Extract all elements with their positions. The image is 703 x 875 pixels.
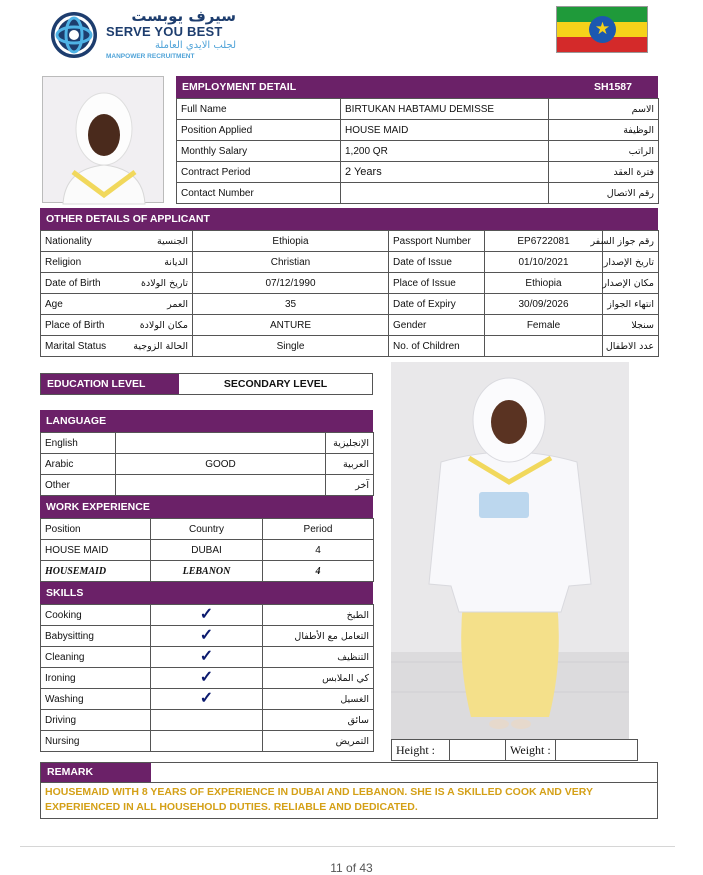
other-field-arabic-label-2: انتهاء الجواز [603,294,659,315]
skill-arabic-name: التنظيف [263,647,374,668]
remark-title: REMARK [41,763,151,782]
employment-field-value: HOUSE MAID [341,120,549,141]
other-details-row [41,315,659,336]
other-details-title: OTHER DETAILS OF APPLICANT [46,213,210,225]
brand-name: SERVE YOU BEST [106,24,223,39]
other-field-value: Christian [193,252,389,273]
other-details-row [41,273,659,294]
other-field-arabic-label-2: رقم جواز السفر [603,231,659,252]
work-experience-table [40,518,374,582]
employment-field-arabic-label: الاسم [549,99,659,120]
employment-row [177,141,659,162]
education-level-row [40,373,373,395]
work-col-country: Country [151,519,263,540]
other-field-label-2: Date of Expiry [389,294,485,315]
skill-row [41,710,374,731]
skill-row [41,689,374,710]
other-field-arabic-label-2: تاريخ الإصدار [603,252,659,273]
height-weight-table [391,739,638,761]
skill-check-icon: ✓ [151,647,263,668]
pagination-divider [20,846,675,847]
other-field-label-2: Gender [389,315,485,336]
other-field-label-2: Passport Number [389,231,485,252]
language-row [41,475,374,496]
work-country: DUBAI [151,540,263,561]
company-logo [44,10,104,60]
language-title: LANGUAGE [46,415,107,427]
skill-arabic-name: التمريض [263,731,374,752]
skills-title: SKILLS [46,587,84,599]
employment-field-arabic-label: فترة العقد [549,162,659,183]
employment-field-value: 2 Years [341,162,549,183]
other-field-value: 07/12/1990 [193,273,389,294]
other-details-row [41,252,659,273]
language-arabic-name: آخر [326,475,374,496]
other-field-arabic-label: تاريخ الولادة [113,273,193,294]
employment-field-label: Contract Period [177,162,341,183]
other-field-label: Religion [41,252,113,273]
skill-name: Cleaning [41,647,151,668]
other-field-arabic-label-2: سنجلا [603,315,659,336]
other-field-value-2 [485,336,603,357]
skills-table [40,604,374,752]
skill-arabic-name: الغسيل [263,689,374,710]
other-field-label: Nationality [41,231,113,252]
skill-name: Nursing [41,731,151,752]
other-field-arabic-label: الديانة [113,252,193,273]
work-period: 4 [263,561,374,582]
applicant-headshot-photo [42,76,164,203]
employment-field-label: Contact Number [177,183,341,204]
language-name: Arabic [41,454,116,475]
work-col-position: Position [41,519,151,540]
skill-arabic-name: الطبخ [263,605,374,626]
brand-sub: MANPOWER RECRUITMENT [106,53,195,60]
skill-name: Driving [41,710,151,731]
employment-field-label: Full Name [177,99,341,120]
work-header-row [41,519,374,540]
other-field-value-2: 01/10/2021 [485,252,603,273]
skill-check-icon [151,731,263,752]
work-country: LEBANON [151,561,263,582]
other-field-label: Marital Status [41,336,113,357]
language-arabic-name: الإنجليزية [326,433,374,454]
weight-value [556,740,638,761]
other-field-value-2: Ethiopia [485,273,603,294]
ethiopia-flag [556,6,648,53]
other-field-label: Place of Birth [41,315,113,336]
employment-row [177,99,659,120]
remark-section [40,762,658,819]
other-field-label-2: Place of Issue [389,273,485,294]
employment-detail-header [176,76,658,98]
language-name: English [41,433,116,454]
work-position: HOUSE MAID [41,540,151,561]
employment-field-arabic-label: رقم الاتصال [549,183,659,204]
skill-arabic-name: كي الملابس [263,668,374,689]
skill-name: Washing [41,689,151,710]
skill-name: Cooking [41,605,151,626]
other-field-arabic-label: الجنسية [113,231,193,252]
skill-row [41,668,374,689]
other-field-value-2: 30/09/2026 [485,294,603,315]
other-field-value: ANTURE [193,315,389,336]
language-arabic-name: العربية [326,454,374,475]
skill-arabic-name: سائق [263,710,374,731]
skills-header [40,582,373,604]
other-field-label-2: No. of Children [389,336,485,357]
skill-check-icon: ✓ [151,626,263,647]
education-level-value: SECONDARY LEVEL [223,378,328,390]
skill-row [41,647,374,668]
other-details-header [40,208,658,230]
weight-label: Weight : [506,740,556,761]
employment-detail-title: EMPLOYMENT DETAIL [182,81,297,93]
remark-text: HOUSEMAID WITH 8 YEARS OF EXPERIENCE IN DUBAI AND LEBANON. SHE IS A SKILLED COOK AND VERY EXPERIENCED IN ALL HOUSEHOLD DUTIES. RELIABLE AND DEDICATED. [40,783,658,819]
applicant-full-body-photo [391,362,629,739]
language-row [41,433,374,454]
work-experience-row [41,561,374,582]
other-field-arabic-label: الحالة الزوجية [113,336,193,357]
skill-check-icon [151,710,263,731]
skill-row [41,731,374,752]
employment-field-value [341,183,549,204]
brand-block [106,8,236,61]
employment-row [177,183,659,204]
work-period: 4 [263,540,374,561]
other-field-value: 35 [193,294,389,315]
brand-arabic-sub: لجلب الايدي العاملة [154,40,236,51]
employment-row [177,162,659,183]
other-field-arabic-label: مكان الولادة [113,315,193,336]
page-counter: 11 of 43 [330,861,373,875]
other-field-arabic-label: العمر [113,294,193,315]
employment-field-label: Monthly Salary [177,141,341,162]
other-field-value: Ethiopia [193,231,389,252]
height-value [450,740,506,761]
work-experience-header [40,496,373,518]
language-level [116,433,326,454]
employment-field-value: BIRTUKAN HABTAMU DEMISSE [341,99,549,120]
reference-code: SH1587 [594,81,632,93]
other-field-arabic-label-2: عدد الاطفال [603,336,659,357]
employment-field-arabic-label: الوظيفة [549,120,659,141]
language-table [40,432,374,496]
work-experience-title: WORK EXPERIENCE [46,501,150,513]
flag-star-emblem-icon: ★ [589,16,616,43]
skill-name: Babysitting [41,626,151,647]
skill-name: Ironing [41,668,151,689]
skill-arabic-name: التعامل مع الأطفال [263,626,374,647]
other-field-label: Date of Birth [41,273,113,294]
other-field-value-2: Female [485,315,603,336]
other-details-table [40,230,659,357]
skill-check-icon: ✓ [151,689,263,710]
knot-logo-icon [44,10,104,60]
education-level-label: EDUCATION LEVEL [41,374,179,394]
employment-field-label: Position Applied [177,120,341,141]
work-experience-row [41,540,374,561]
language-header [40,410,373,432]
other-field-label: Age [41,294,113,315]
language-level [116,475,326,496]
skill-check-icon: ✓ [151,605,263,626]
skill-row [41,605,374,626]
other-field-arabic-label-2: مكان الإصدار [603,273,659,294]
other-field-label-2: Date of Issue [389,252,485,273]
other-details-row [41,294,659,315]
employment-field-arabic-label: الراتب [549,141,659,162]
language-name: Other [41,475,116,496]
other-field-value: Single [193,336,389,357]
other-details-row [41,336,659,357]
other-details-row [41,231,659,252]
skill-row [41,626,374,647]
brand-arabic-name: سيرف يوبست [131,7,236,25]
language-level: GOOD [116,454,326,475]
skill-check-icon: ✓ [151,668,263,689]
employment-detail-table [176,98,659,204]
other-field-value-2: EP6722081 [485,231,603,252]
work-position: HOUSEMAID [41,561,151,582]
employment-row [177,120,659,141]
language-row [41,454,374,475]
employment-field-value: 1,200 QR [341,141,549,162]
height-label: Height : [392,740,450,761]
work-col-period: Period [263,519,374,540]
